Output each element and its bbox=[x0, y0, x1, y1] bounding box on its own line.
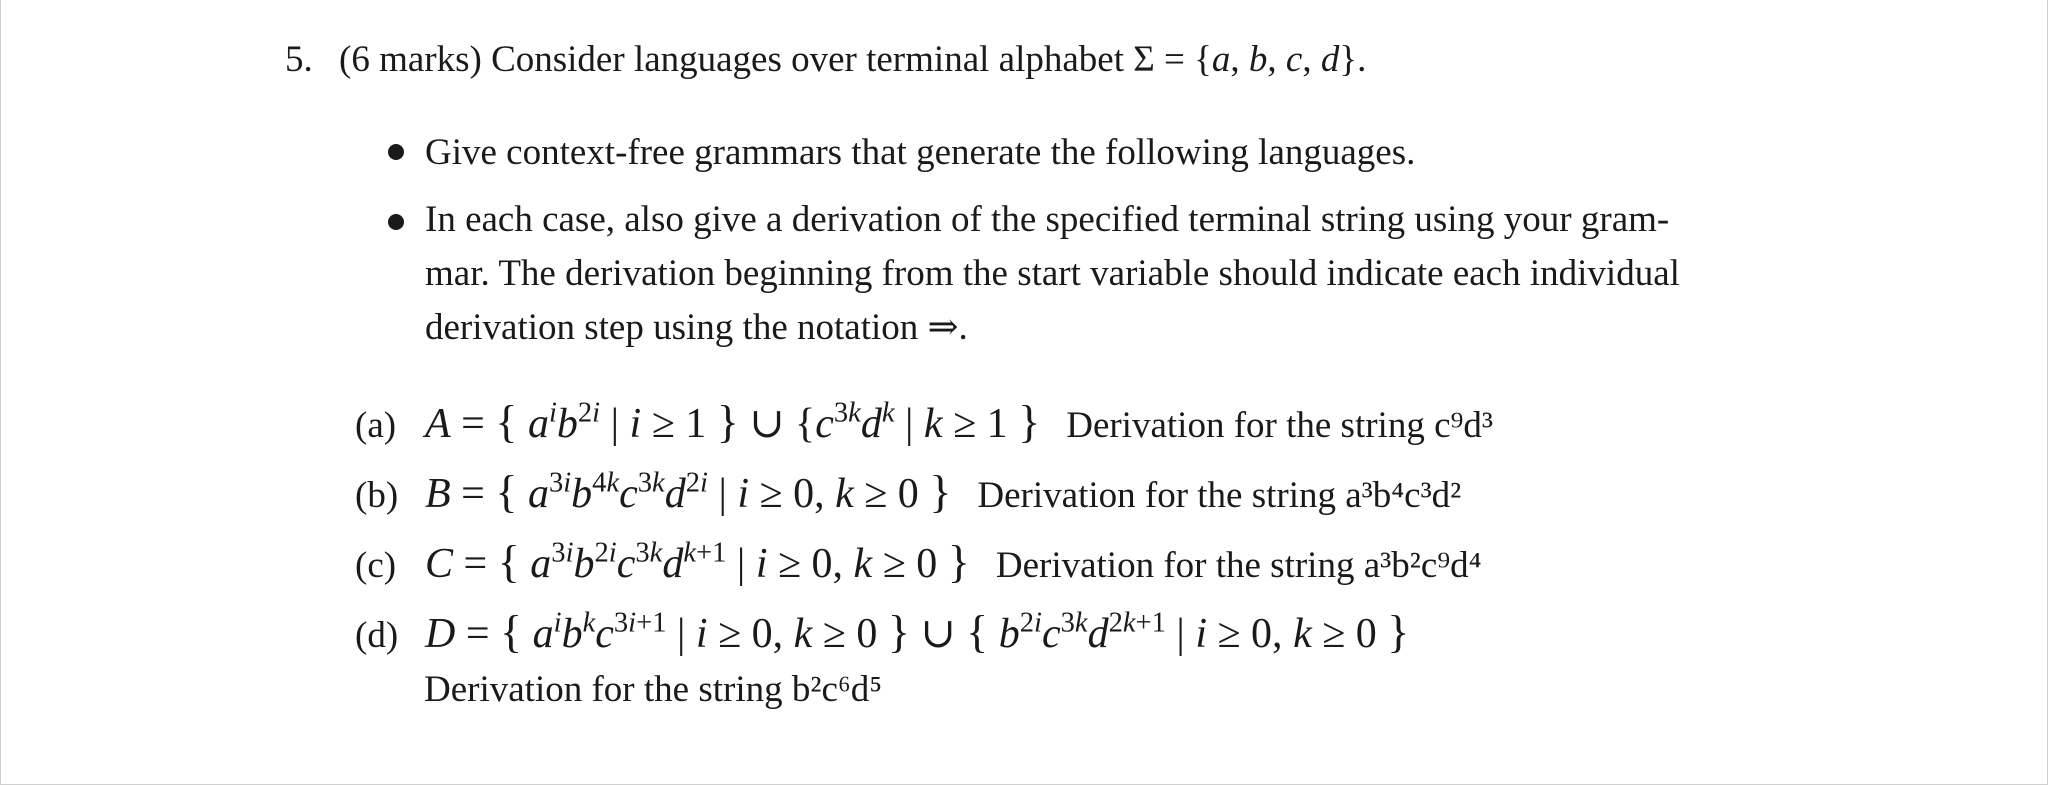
bullet-dot bbox=[388, 144, 404, 160]
bullet-line: In each case, also give a derivation of the specified terminal string using your gram- bbox=[425, 199, 1670, 240]
derivation-text: Derivation for the string a³b⁴c³d² bbox=[977, 475, 1462, 516]
part-d bbox=[355, 605, 1409, 658]
part-label: (a) bbox=[355, 405, 397, 446]
derivation-text: Derivation for the string a³b²c⁹d⁴ bbox=[995, 545, 1482, 586]
part-c bbox=[355, 535, 1482, 588]
language-definition: C = { $a^{3i}b^{2i}c^{3k}d^{k+1}$ | i ≥ 0, k ≥ 0 } bbox=[425, 536, 970, 587]
bullet-text: Give context-free grammars that generate the following languages. bbox=[425, 132, 1416, 173]
part-label: (d) bbox=[355, 615, 399, 656]
part-label: (c) bbox=[355, 545, 397, 586]
language-definition: B = { $a^{3i}b^{4k}c^{3k}d^{2i}$ | i ≥ 0, k ≥ 0 } bbox=[425, 466, 952, 517]
language-definition: D = { $a^ib^kc^{3i+1}$ | i ≥ 0, k ≥ 0 } ∪ { $b^{2i}c^{3k}d^{2k+1}$ | i ≥ 0, k ≥ 0 } bbox=[425, 606, 1410, 657]
part-d-derivation: Derivation for the string b²c⁶d⁵ bbox=[424, 669, 883, 710]
bullet-line: mar. The derivation beginning from the start variable should indicate each individual bbox=[425, 253, 1680, 294]
derivation-text: Derivation for the string c⁹d³ bbox=[1066, 405, 1493, 446]
question-intro: (6 marks) Consider languages over terminal alphabet Σ = {a, b, c, d}. bbox=[339, 39, 1367, 80]
question-heading bbox=[285, 38, 1366, 81]
language-definition: A = { $a^ib^{2i}$ | i ≥ 1 } ∪ {$c^{3k}d^k$ | k ≥ 1 } bbox=[425, 396, 1041, 447]
bullet-dot bbox=[388, 214, 404, 230]
part-a bbox=[355, 395, 1493, 448]
part-label: (b) bbox=[355, 475, 399, 516]
question-number: 5. bbox=[285, 39, 313, 80]
bullet-text bbox=[425, 193, 1845, 355]
part-b bbox=[355, 465, 1461, 518]
bullet-line: derivation step using the notation ⇒. bbox=[425, 307, 968, 348]
